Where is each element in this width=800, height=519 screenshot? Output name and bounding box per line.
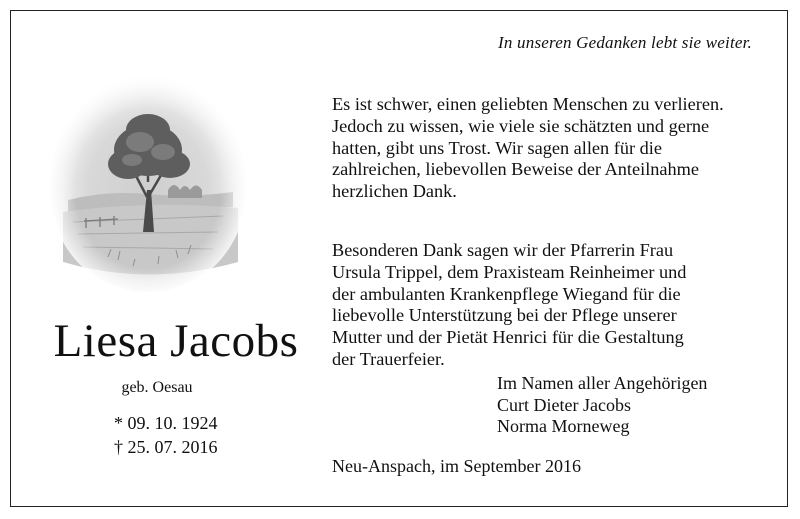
signer-line: Im Namen aller Angehörigen xyxy=(497,373,708,393)
place-and-date: Neu-Anspach, im September 2016 xyxy=(332,456,581,476)
text-line: der ambulanten Krankenpflege Wiegand für die xyxy=(332,283,681,304)
text-line: Mutter und der Pietät Henrici für die Gestaltung xyxy=(332,327,684,348)
death-date: † 25. 07. 2016 xyxy=(114,437,218,457)
thanks-paragraph xyxy=(332,94,724,203)
text-line: der Trauerfeier. xyxy=(332,348,445,369)
signer-line: Curt Dieter Jacobs xyxy=(497,394,631,415)
signer-line: Norma Morneweg xyxy=(497,416,630,436)
text-line: hatten, gibt uns Trost. Wir sagen allen für die xyxy=(332,137,662,158)
tree-landscape-icon xyxy=(48,72,248,292)
text-line: herzlichen Dank. xyxy=(332,181,457,202)
life-dates xyxy=(114,411,218,459)
signers-block xyxy=(497,373,707,438)
birth-date: * 09. 10. 1924 xyxy=(114,413,218,433)
special-thanks-paragraph xyxy=(332,240,686,371)
text-line: Es ist schwer, einen geliebten Menschen zu verlieren. xyxy=(332,94,724,114)
motto: In unseren Gedanken lebt sie weiter. xyxy=(498,33,752,52)
text-line: zahlreichen, liebevollen Beweise der Anteilnahme xyxy=(332,159,699,180)
text-line: Jedoch zu wissen, wie viele sie schätzten und gerne xyxy=(332,115,710,136)
birth-name: geb. Oesau xyxy=(121,379,193,396)
deceased-name: Liesa Jacobs xyxy=(53,315,299,367)
text-line: Besonderen Dank sagen wir der Pfarrerin Frau xyxy=(332,240,674,260)
text-line: Ursula Trippel, dem Praxisteam Reinheimer und xyxy=(332,261,687,282)
text-line: liebevolle Unterstützung bei der Pflege unserer xyxy=(332,305,677,326)
